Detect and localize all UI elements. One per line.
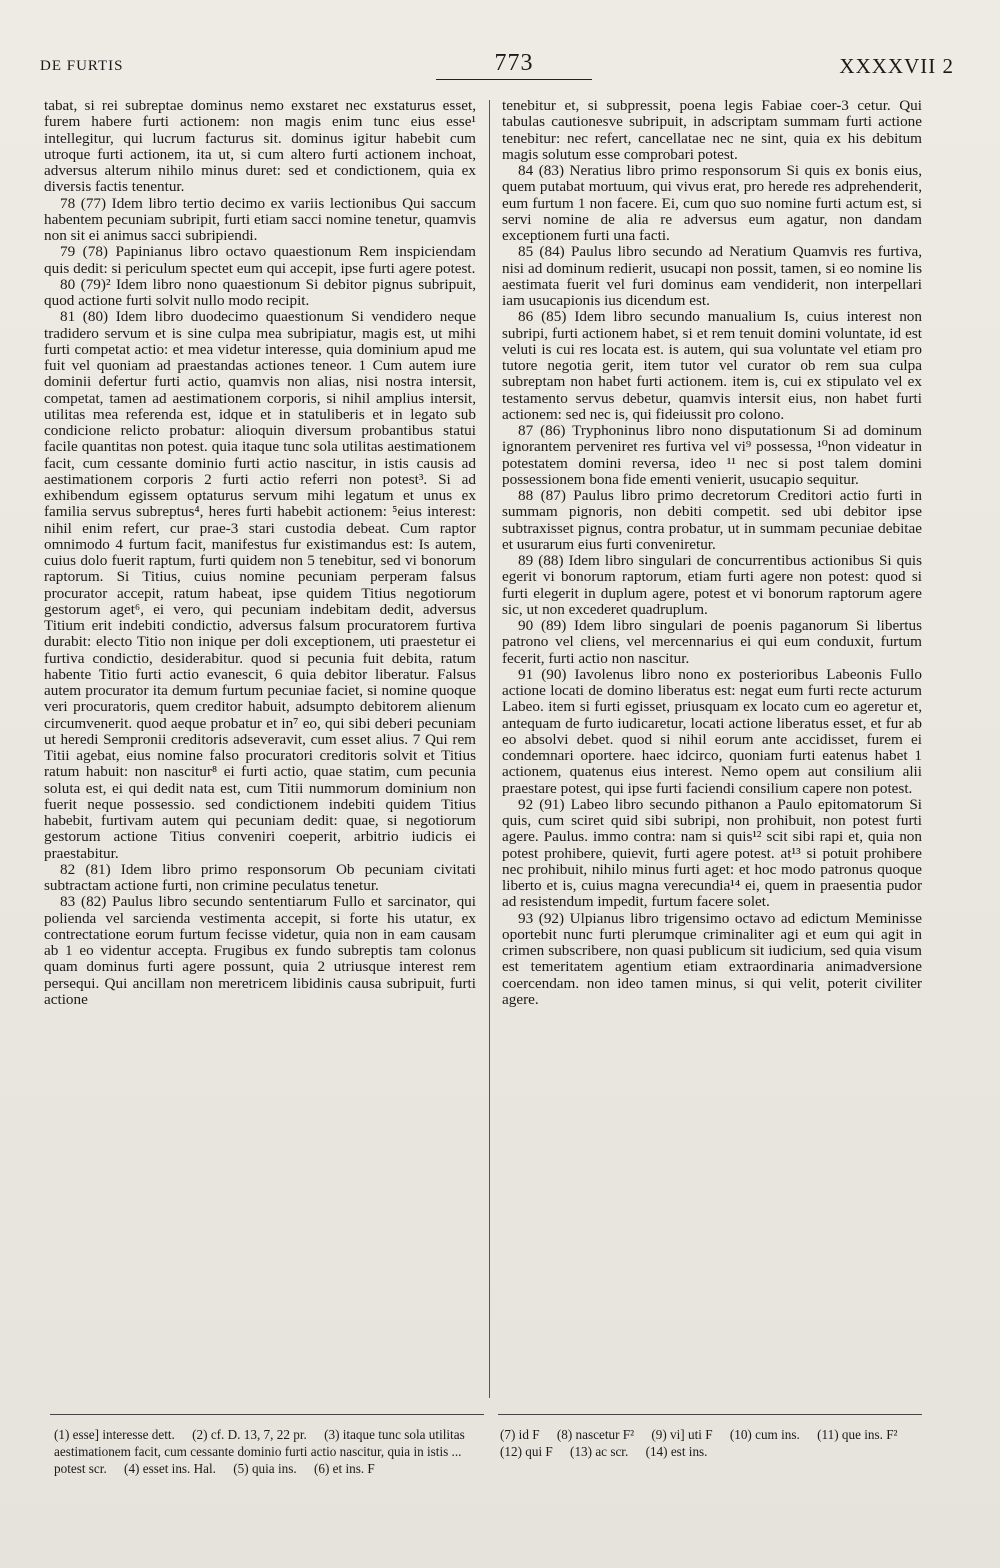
running-header <box>40 50 960 80</box>
paragraph: 85 (84) Paulus libro secundo ad Neratium Quamvis res furtiva, nisi ad dominum redierit, usucapi non possit, tamen, si eo nomine lis aestimata fuerit vel furi dominus eam vendiderit, non interpellari iam usucapionis ius dicendum est. <box>502 243 922 309</box>
section-title: DE FURTIS <box>40 58 124 74</box>
paragraph: 81 (80) Idem libro duodecimo quaestionum Si vendidero neque tradidero servum et is sine culpa mea subripiatur, magis est, ut mihi furti competat actio: et mea videtur interesse, quia dominium apud me fuit vel quoniam ad praestandas actiones teneor. 1 Cum autem iure dominii defertur furti actio, quamvis non alias, nisi nostra intersit, competat, tamen ad aestimationem corporis, si nihil amplius intersit, utilitas mea referenda est, idque et in statuliberis et in legato sub condicione relicto probatur: alioquin diversum probantibus statui facile quantitas non potest. quia itaque tunc sola utilitas aestimationem facit, cum cessante dominio furti actio nascitur, in istis causis ad aestimationem corporis 2 furti actio referri non potest³. Si ad exhibendum egissem optaturus servum mihi legatum et unus ex familia servus subreptus⁴, heres furti habebit actionem: ⁵eius interest: nihil enim refert, cur prae-3 stari custodia debeat. Cum raptor omnimodo 4 furtum facit, manifestus fur existimandus est: Is autem, cuius dolo fuerit raptum, furti quidem non 5 tenebitur, sed vi bonorum raptorum. Si Titius, cuius nomine pecuniam perperam falsus procurator accepit, ratum habeat, ipse quidem Titius negotiorum gestorum aget⁶, ei vero, qui pecuniam indebitam dedit, adversus Titium erit indebiti condictio, adversus falsum procuratorem furtiva durabit: electo Titio non inique per doli exceptionem, uti praestetur ei furtiva condictio, desiderabitur. quod si pecunia fuit debita, ratum habente Titio furti actio evanescit, 6 quia debitor liberatur. Falsus autem procurator ita demum furtum pecuniae faciet, si nomine quoque veri procuratoris, quem creditor habuit, adsumpto debitorem alienum circumvenerit. quod aeque probatur et in⁷ eo, qui sibi deberi pecuniam ut heredi Sempronii creditoris adseveravit, cum esset alius. 7 Qui rem Titii agebat, eius nomine falso procuratori creditoris solvit et Titius ratum habuit: non nascitur⁸ ei furti actio, quae statim, cum pecunia soluta est, ei qui dedit nata est, cum Titii nummorum dominium non fuerit neque possessio. sed condictionem indebiti quidem Titius habebit, furtivam autem qui pecuniam dedit: quae, si negotiorum gestorum actione Titius conveniri coeperit, arbitrio iudicis ei praestabitur. <box>44 308 476 862</box>
column-divider <box>489 100 490 1398</box>
paragraph: 92 (91) Labeo libro secundo pithanon a Paulo epitomatorum Si quis, cum sciret quid sibi subripi, non prohibuit, non potest furti agere. Paulus. immo contra: nam si quis¹² scit sibi rapi et, quia non potest prohibere, quievit, furti agere potest. at¹³ si potuit prohibere nec prohibuit, nihilo minus furti aget: et hoc modo patronus quoque liberto et is, cuius magna verecundia¹⁴ ei, quem in praesentia pudor ad resistendum impedit, furtum facere solet. <box>502 795 922 911</box>
paragraph: 91 (90) Iavolenus libro nono ex posterioribus Labeonis Fullo actione locati de domino liberatus est: negat eum furti recte acturum Labeo. item si furti egisset, priusquam ex locato cum eo ageretur et, antequam de furto iudicaretur, locati actione liberatus esset, et fur ab eo absolvi debet. quod si nihil eorum ante accidisset, furem ei condemnari oportere. haec idcirco, quoniam furti eatenus habet 1 actionem, quatenus eius interest. Nemo opem aut consilium alii praestare potest, qui ipse furti faciendi consilium capere non potest. <box>502 665 922 797</box>
footnote: (9) vi] uti F <box>651 1427 713 1442</box>
footnote: (4) esset ins. Hal. <box>124 1461 216 1476</box>
footnote-rule-right <box>498 1414 922 1415</box>
paragraph: tabat, si rei subreptae dominus nemo exstaret nec exstaturus esset, furem habere furti actionem: non magis enim tunc eius esse¹ intellegitur, qui lucrum facturus sit. dominus igitur habebit cum utroque furti actionem, ita ut, si cum altero furti actionem inchoat, adversus alterum nihilo minus duret: sed et condictionem, quia ex diversis factis tenentur. <box>44 97 476 196</box>
footnote: (11) que ins. F² <box>817 1427 898 1442</box>
footnote-rule-left <box>50 1414 484 1415</box>
paragraph: 83 (82) Paulus libro secundo sententiarum Fullo et sarcinator, qui polienda vel sarcienda vestimenta accepit, si forte his utatur, ex contrectatione eorum furtum fecisse videtur, quia non in eam causam ab 1 eo videntur accepta. Frugibus ex fundo subreptis tam colonus quam dominus furti agere possunt, quia 2 utriusque interest rem persequi. Qui ancillam non meretricem libidinis causa subripuit, furti actione <box>44 893 476 1008</box>
footnote: (6) et ins. F <box>313 1461 375 1476</box>
footnote: (5) quia ins. <box>233 1461 297 1476</box>
footnote: (10) cum ins. <box>729 1427 800 1442</box>
paragraph: 87 (86) Tryphoninus libro nono disputationum Si ad dominum ignorantem perveniret res furtiva vel vi⁹ possessa, ¹⁰non videatur in potestatem domini reversa, ideo ¹¹ nec si post talem domini possessionem bona fide ementi venierit, usucapio sequitur. <box>502 422 922 488</box>
paragraph: 82 (81) Idem libro primo responsorum Ob pecuniam civitati subtractam actione furti, non crimine peculatus tenetur. <box>44 860 476 894</box>
right-column <box>502 98 922 1008</box>
paragraph: 78 (77) Idem libro tertio decimo ex variis lectionibus Qui saccum habentem pecuniam subripit, furti etiam sacci nomine tenetur, quamvis non sit ei animus sacci subripiendi. <box>44 194 476 244</box>
paragraph: tenebitur et, si subpressit, poena legis Fabiae coer-3 cetur. Qui tabulas cautionesve subripuit, in adscriptam summam furti actione tenebitur: nec refert, cancellatae nec ne sint, quia ex his debitum magis solutum esse comprobari potest. <box>502 97 922 163</box>
footnotes-right <box>500 1426 920 1460</box>
footnote: (2) cf. D. 13, 7, 22 pr. <box>192 1427 307 1442</box>
page-number: 773 <box>436 50 592 80</box>
footnote: (13) ac scr. <box>570 1444 629 1459</box>
left-column <box>44 98 476 1008</box>
footnotes-left <box>54 1426 484 1477</box>
paragraph: 88 (87) Paulus libro primo decretorum Creditori actio furti in summam pignoris, non debiti competit. sed ubi debitor ipse subtraxisset pignus, contra probatur, ut in summam pecuniae debitae et usurarum eius furti conveniretur. <box>502 487 922 553</box>
footnote: (8) nascetur F² <box>556 1427 635 1442</box>
paragraph: 80 (79)² Idem libro nono quaestionum Si debitor pignus subripuit, quod actione furti solvit nullo modo recipit. <box>44 275 476 309</box>
footnote: (1) esse] interesse dett. <box>54 1427 175 1442</box>
paragraph: 86 (85) Idem libro secundo manualium Is, cuius interest non subripi, furti actionem habet, si et rem tenuit domini voluntate, id est veluti is cui res locata est. is autem, qui sua voluntate vel etiam pro tutore negotia gerit, item tutor vel curator ob rem sua culpa subreptam non habet furti actionem. item is, cui ex stipulato vel ex testamento servus debetur, quamvis intersit eius, non habet furti actionem: sed nec is, qui fideiussit pro colono. <box>502 308 922 423</box>
footnote: (14) est ins. <box>645 1444 708 1459</box>
paragraph: 84 (83) Neratius libro primo responsorum Si quis ex bonis eius, quem putabat mortuum, qui vivus erat, pro herede res adprehenderit, eum furtum 1 non facere. Ei, cum quo suo nomine furti actum est, si servi nomine de alia re adversus eum agatur, non dandam exceptionem furti una facti. <box>502 162 922 244</box>
paragraph: 79 (78) Papinianus libro octavo quaestionum Rem inspiciendam quis dedit: si periculum spectet eum qui accepit, ipse furti agere potest. <box>44 243 476 277</box>
paragraph: 90 (89) Idem libro singulari de poenis paganorum Si libertus patrono vel cliens, vel mercennarius ei qui eum conduxit, furtum fecerit, furti actio non nascitur. <box>502 617 922 667</box>
book-title-reference: XXXXVII 2 <box>839 54 954 78</box>
footnote: (3) itaque tunc sola utilitas aestimationem facit, cum cessante dominio furti actio nascitur, quia in istis ... potest scr. <box>54 1427 465 1476</box>
footnote: (12) qui F <box>500 1444 553 1459</box>
paragraph: 89 (88) Idem libro singulari de concurrentibus actionibus Si quis egerit vi bonorum raptorum, etiam furti agere non potest: quod si furti elegerit in duplum agere, potest et vi bonorum raptorum agere sic, ut non excederet quadruplum. <box>502 552 922 618</box>
paragraph: 93 (92) Ulpianus libro trigensimo octavo ad edictum Meminisse oportebit nunc furti plerumque criminaliter agi et eum qui agit in crimen subscribere, non quasi publicum sit iudicium, sed quia visum est temeritatem agentium etiam extraordinaria animadversione coercendam. non ideo tamen minus, si qui velit, poterit civiliter agere. <box>502 909 922 1008</box>
footnote: (7) id F <box>500 1427 540 1442</box>
